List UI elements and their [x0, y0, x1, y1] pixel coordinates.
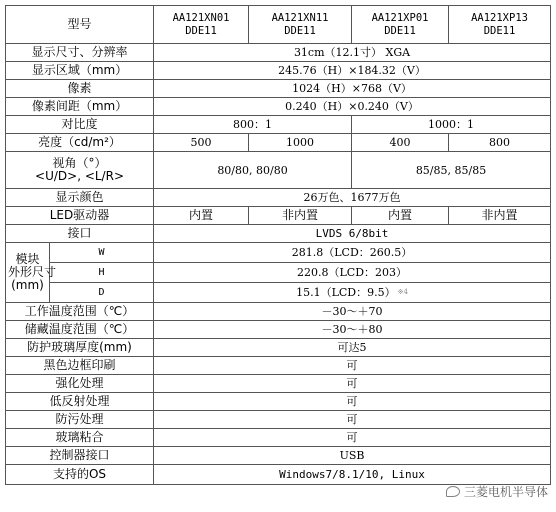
table-row — [6, 243, 551, 263]
table-row — [6, 80, 551, 98]
table-row — [6, 429, 551, 447]
row-label: LED驱动器 — [6, 207, 154, 225]
table-row — [6, 134, 551, 152]
table-row — [6, 263, 551, 283]
row-label: 强化处理 — [6, 375, 154, 393]
model-header: AA121XP01 DDE11 — [352, 6, 449, 44]
row-value: 80/80, 80/80 — [154, 152, 352, 189]
row-label: 玻璃粘合 — [6, 429, 154, 447]
row-label: 防污处理 — [6, 411, 154, 429]
row-label: 视角（°） <U/D>, <L/R> — [6, 152, 154, 189]
row-value: 1024（H）×768（V） — [154, 80, 551, 98]
row-value: 245.76（H）×184.32（V） — [154, 62, 551, 80]
row-label: 像素 — [6, 80, 154, 98]
watermark — [446, 483, 548, 500]
table-row — [6, 357, 551, 375]
row-label: 像素间距（mm） — [6, 98, 154, 116]
row-label: 储藏温度范围（℃） — [6, 321, 154, 339]
row-value: 1000：1 — [352, 116, 551, 134]
module-size-label: 模块 外形尺寸 (mm) — [6, 243, 50, 303]
watermark-text: 三菱电机半导体 — [463, 485, 548, 499]
row-label: 黑色边框印刷 — [6, 357, 154, 375]
table-row — [6, 189, 551, 207]
row-value: －30～＋70 — [154, 303, 551, 321]
table-row — [6, 207, 551, 225]
row-value: 1000 — [249, 134, 352, 152]
table-row — [6, 339, 551, 357]
row-label: 接口 — [6, 225, 154, 243]
table-row — [6, 393, 551, 411]
row-value: 26万色、1677万色 — [154, 189, 551, 207]
row-value: 可 — [154, 411, 551, 429]
row-label: 显示尺寸、分辨率 — [6, 44, 154, 62]
row-label: 支持的OS — [6, 465, 154, 485]
table-row — [6, 375, 551, 393]
dim-label: D — [50, 283, 154, 303]
row-value: 可 — [154, 429, 551, 447]
row-value: 可 — [154, 357, 551, 375]
spec-table — [5, 5, 551, 485]
table-row — [6, 116, 551, 134]
row-value: 800：1 — [154, 116, 352, 134]
row-value: 可达5 — [154, 339, 551, 357]
row-value: 内置 — [352, 207, 449, 225]
row-value: 非内置 — [249, 207, 352, 225]
table-row — [6, 465, 551, 485]
row-value: 内置 — [154, 207, 249, 225]
row-label: 亮度（cd/m²） — [6, 134, 154, 152]
row-label: 显示颜色 — [6, 189, 154, 207]
row-value: 800 — [449, 134, 551, 152]
table-row — [6, 98, 551, 116]
row-label: 对比度 — [6, 116, 154, 134]
table-row — [6, 411, 551, 429]
table-row — [6, 152, 551, 189]
row-value: 400 — [352, 134, 449, 152]
table-row — [6, 225, 551, 243]
row-value: 220.8（LCD：203） — [154, 263, 551, 283]
table-row — [6, 321, 551, 339]
table-row — [6, 62, 551, 80]
row-value: 非内置 — [449, 207, 551, 225]
row-label: 防护玻璃厚度(mm) — [6, 339, 154, 357]
row-value: Windows7/8.1/10, Linux — [154, 465, 551, 485]
dim-label: W — [50, 243, 154, 263]
footnote-marker: ※4 — [397, 288, 408, 296]
row-value: 可 — [154, 393, 551, 411]
row-value: －30～＋80 — [154, 321, 551, 339]
row-value: 500 — [154, 134, 249, 152]
dim-label: H — [50, 263, 154, 283]
wechat-icon — [446, 486, 460, 497]
row-value: 31cm（12.1寸） XGA — [154, 44, 551, 62]
row-value: 281.8（LCD：260.5） — [154, 243, 551, 263]
row-label: 工作温度范围（℃） — [6, 303, 154, 321]
table-row — [6, 44, 551, 62]
row-value: LVDS 6/8bit — [154, 225, 551, 243]
table-row — [6, 447, 551, 465]
row-value: USB — [154, 447, 551, 465]
row-value: 0.240（H）×0.240（V） — [154, 98, 551, 116]
header-row — [6, 6, 551, 44]
row-value: 可 — [154, 375, 551, 393]
table-row — [6, 303, 551, 321]
table-row — [6, 283, 551, 303]
row-label: 控制器接口 — [6, 447, 154, 465]
model-header: AA121XN11 DDE11 — [249, 6, 352, 44]
model-header: AA121XP13 DDE11 — [449, 6, 551, 44]
model-header: AA121XN01 DDE11 — [154, 6, 249, 44]
model-header-label: 型号 — [6, 6, 154, 44]
row-label: 低反射处理 — [6, 393, 154, 411]
row-value: 85/85, 85/85 — [352, 152, 551, 189]
row-value: 15.1（LCD：9.5） $^{※4}$ — [154, 283, 551, 303]
row-label: 显示区域（mm） — [6, 62, 154, 80]
